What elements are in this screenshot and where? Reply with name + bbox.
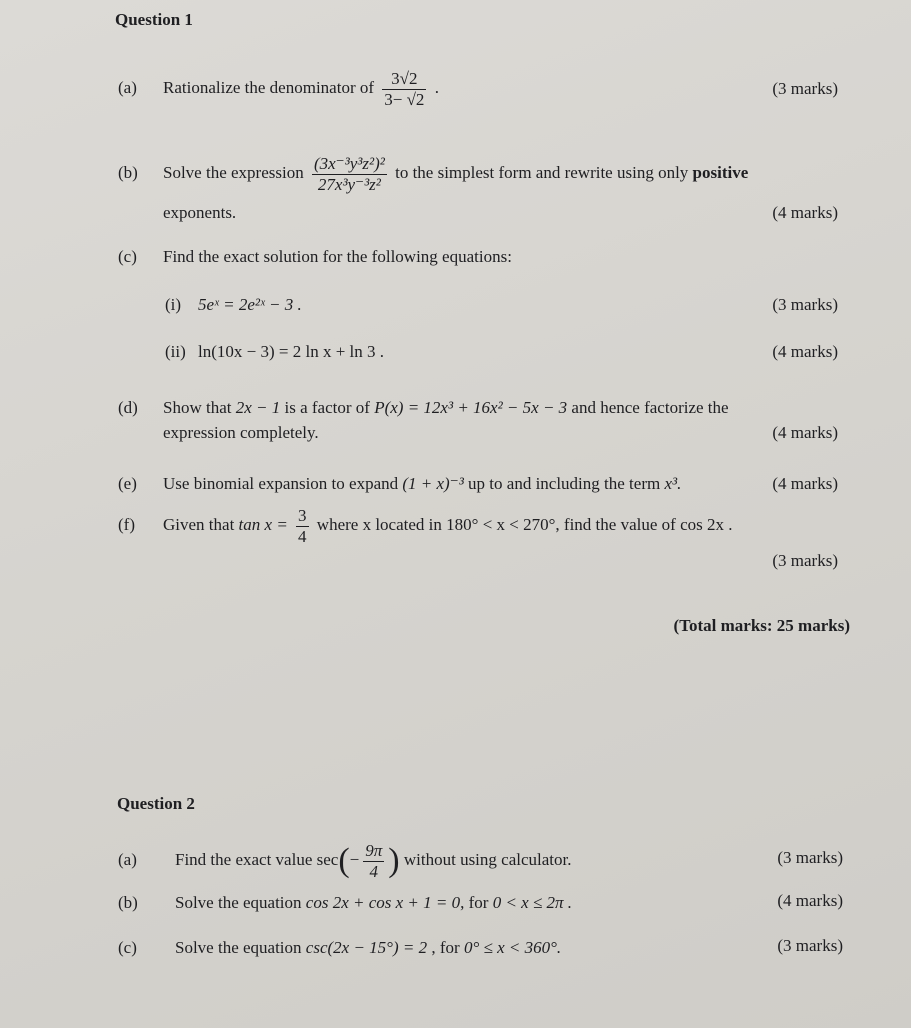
part-label: (a) (118, 78, 137, 97)
text: Use binomial expansion to expand (163, 474, 399, 493)
q1-b-text2: to the simplest form and rewrite using only (395, 163, 689, 182)
fraction (382, 69, 426, 110)
total-marks: (Total marks: 25 marks) (673, 616, 850, 635)
q1-c-text: Find the exact solution for the following equations: (163, 247, 512, 266)
text: , for (460, 893, 489, 912)
q2-c-line (175, 938, 561, 958)
subpart-label: (i) (165, 295, 182, 314)
text: Given that (163, 515, 235, 534)
numerator: 3 (298, 505, 307, 525)
text: up to and including the term (468, 474, 661, 493)
q1-b-text-line (163, 151, 748, 195)
bold-word: positive (692, 163, 749, 182)
q1-b-text: Solve the expression (163, 163, 304, 182)
paren: ( (338, 842, 350, 880)
marks: (4 marks) (772, 342, 838, 361)
question-1-title: Question 1 (115, 10, 193, 29)
math: tan x = (238, 515, 288, 534)
math: cos 2x . (680, 515, 733, 534)
q1-a-text: Rationalize the denominator of (163, 78, 375, 97)
text: , find the value of (555, 515, 676, 534)
math: 2x − 1 (235, 398, 281, 417)
q1-b-line2: exponents. (163, 203, 237, 222)
marks: (3 marks) (772, 551, 838, 570)
text: Find the exact value (175, 850, 313, 869)
text: and hence factorize the (571, 398, 729, 417)
fraction (296, 506, 309, 547)
denominator: 27x³y⁻³z² (317, 174, 381, 194)
text: is a factor of (284, 398, 370, 417)
denominator: 3− √2 (384, 89, 425, 109)
marks: (3 marks) (772, 295, 838, 314)
text: where x located in (316, 515, 442, 534)
part-label: (f) (118, 515, 135, 534)
text: Solve the equation (175, 893, 302, 912)
q1-a-text-line (163, 66, 439, 110)
math: P(x) = 12x³ + 16x² − 5x − 3 (374, 398, 568, 417)
period: . (434, 78, 439, 97)
q1-f-line (163, 503, 732, 547)
marks: (3 marks) (772, 79, 838, 98)
part-label: (a) (118, 850, 137, 869)
marks: (3 marks) (777, 848, 843, 867)
fraction (363, 841, 384, 882)
denominator: 4 (298, 526, 307, 546)
math: sec (316, 850, 339, 869)
numerator: (3x⁻³y³z²)² (313, 153, 385, 173)
math: 180° < x < 270° (446, 515, 556, 534)
q1-d-line1 (163, 398, 729, 418)
equation: 5eˣ = 2e²ˣ − 3 . (198, 295, 302, 314)
marks: (4 marks) (777, 891, 843, 910)
marks: (4 marks) (772, 423, 838, 442)
part-label: (c) (118, 247, 137, 266)
fraction (312, 154, 387, 195)
q2-b-line (175, 893, 572, 913)
text: , for (431, 938, 460, 957)
part-label: (c) (118, 938, 137, 957)
text: without using calculator. (403, 850, 572, 869)
math: (1 + x)⁻³ (402, 474, 464, 493)
math: csc(2x − 15°) = 2 (305, 938, 428, 957)
math: 0 < x ≤ 2π . (492, 893, 573, 912)
question-2-title: Question 2 (117, 794, 195, 813)
math: cos 2x + cos x + 1 = 0 (305, 893, 461, 912)
part-label: (b) (118, 163, 138, 182)
numerator: 9π (365, 840, 383, 860)
text: Solve the equation (175, 938, 302, 957)
q1-e-line (163, 474, 681, 494)
denominator: 4 (369, 861, 379, 881)
text: Show that (163, 398, 232, 417)
subpart-label: (ii) (165, 342, 186, 361)
marks: (4 marks) (772, 474, 838, 493)
numerator: 3√2 (382, 69, 426, 90)
part-label: (d) (118, 398, 138, 417)
part-label: (b) (118, 893, 138, 912)
q2-a-line: Find the exact value sec(− $\frac{9\pi}{4}$ ) without using calculator. (175, 840, 572, 881)
part-label: (e) (118, 474, 137, 493)
paren: ) (388, 842, 400, 880)
math: 0° ≤ x < 360°. (463, 938, 562, 957)
marks: (4 marks) (772, 203, 838, 222)
equation: ln(10x − 3) = 2 ln x + ln 3 . (198, 342, 385, 361)
q1-d-line2: expression completely. (163, 423, 319, 442)
marks: (3 marks) (777, 936, 843, 955)
math: x³. (664, 474, 682, 493)
